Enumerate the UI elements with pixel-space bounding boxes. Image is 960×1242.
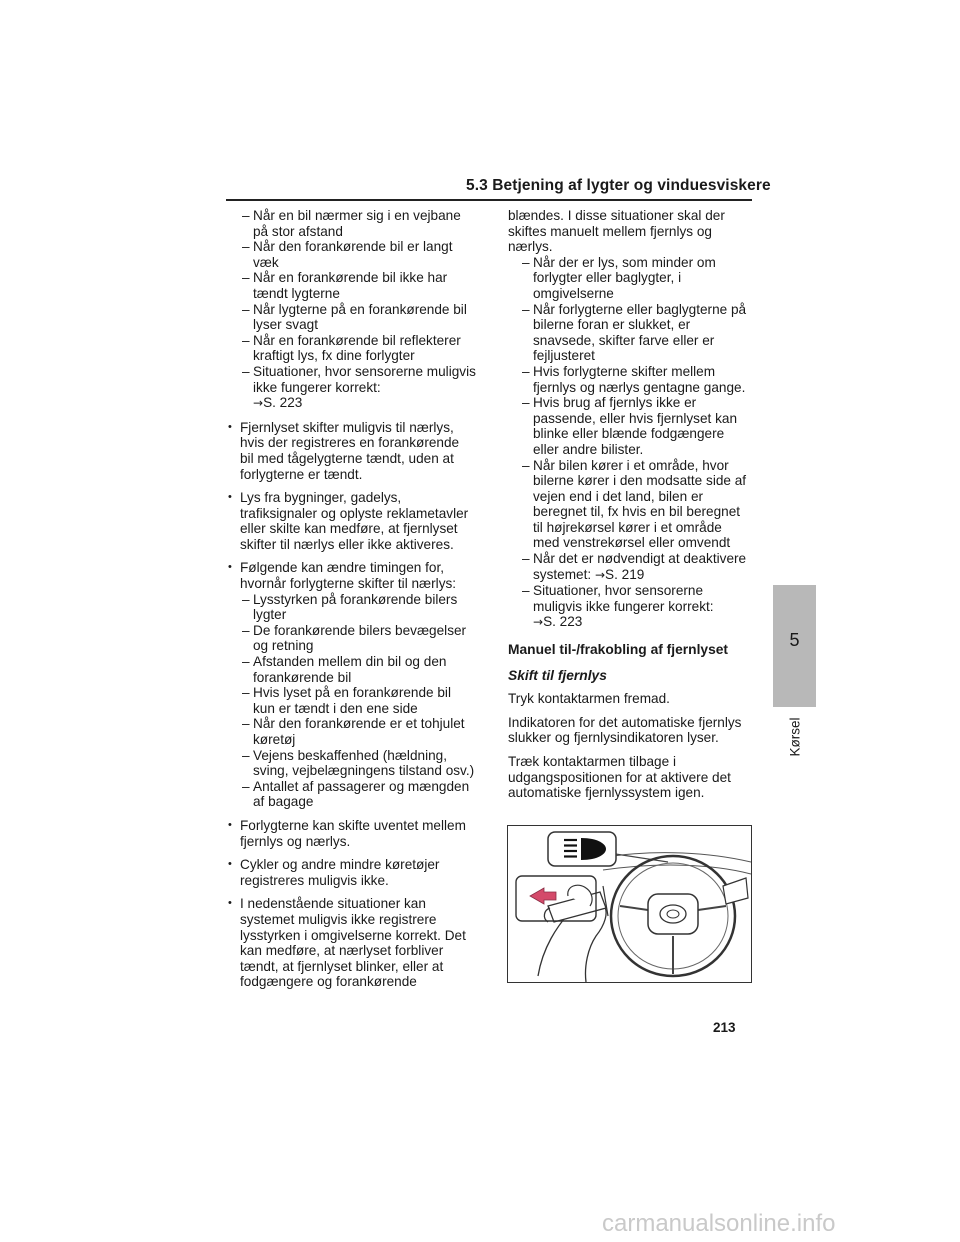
paragraph: Træk kontaktarmen tilbage i udgangspositionen for at aktivere det automatiske fjernlyssystem igen.	[508, 754, 731, 801]
list-item	[242, 364, 476, 412]
list-item: – Lysstyrken på forankørende bilers lygter	[242, 592, 476, 623]
section-header-title: 5.3 Betjening af lygter og vinduesviskere	[466, 177, 771, 194]
list-item: – Når bilen kører i et område, hvor bilerne kører i den modsatte side af vejen end i det land, bilen er beregnet til, fx hvis en bil beregnet til højrekørsel kører i et område med venstrekørsel eller omvendt	[522, 458, 752, 552]
bullet-item: • Følgende kan ændre timingen for, hvornår forlygterne skifter til nærlys:	[228, 560, 476, 591]
left-column	[228, 208, 476, 990]
bullet-item: • Fjernlyset skifter muligvis til nærlys, hvis der registreres en forankørende bil med tågelygterne tændt, uden at forlygterne er tændt.	[228, 420, 476, 482]
sub-heading: Skift til fjernlys	[508, 667, 607, 683]
continued-text: blændes. I disse situationer skal der skiftes manuelt mellem fjernlys og nærlys.	[508, 208, 729, 255]
chapter-label-text: Kørsel	[787, 717, 803, 757]
list-item: – Når den forankørende bil er langt væk	[242, 239, 476, 270]
list-item-text: Situationer, hvor sensorerne muligvis ikke fungerer korrekt:	[533, 583, 714, 614]
page-reference-link[interactable]: S. 219	[605, 566, 645, 582]
section-heading: Manuel til-/frakobling af fjernlyset	[508, 642, 729, 658]
list-item: – De forankørende bilers bevægelser og retning	[242, 623, 476, 654]
chapter-label	[775, 712, 815, 762]
bullet-item: • Cykler og andre mindre køretøjer registreres muligvis ikke.	[228, 857, 476, 888]
watermark: carmanualsonline.info	[602, 1210, 836, 1237]
push-arrow-icon	[530, 888, 556, 904]
page-number: 213	[713, 1020, 736, 1035]
list-item-text: Situationer, hvor sensorerne muligvis ikke fungerer korrekt:	[253, 363, 476, 395]
arrow-right-icon: →	[594, 567, 606, 582]
arrow-right-icon: →	[533, 615, 544, 630]
list-item: – Når lygterne på en forankørende bil lyser svagt	[242, 302, 476, 333]
bullet-item: • I nedenstående situationer kan systemet muligvis ikke registrere lysstyrken i omgivelserne korrekt. Det kan medføre, at nærlyset forbliver tændt, at fjernlyset blinker, eller at fodgængere og forankørende	[228, 896, 476, 990]
list-item: – Antallet af passagerer og mængden af bagage	[242, 779, 476, 810]
steering-wheel-illustration	[508, 826, 751, 982]
page-reference-link[interactable]: S. 223	[263, 395, 303, 411]
list-item: – Hvis lyset på en forankørende bil kun er tændt i den ene side	[242, 685, 476, 716]
list-item: – Når der er lys, som minder om forlygter eller baglygter, i omgivelserne	[522, 255, 752, 302]
list-item: – Hvis brug af fjernlys ikke er passende, eller hvis fjernlyset kan blinke eller blænde fodgængere eller andre bilister.	[522, 395, 752, 457]
arrow-right-icon: →	[253, 396, 264, 411]
list-item	[522, 583, 752, 631]
headlight-switch-illustration	[507, 825, 752, 983]
list-item: – Når en forankørende bil ikke har tændt lygterne	[242, 270, 476, 301]
list-item	[522, 551, 752, 583]
bullet-item: • Lys fra bygninger, gadelys, trafiksignaler og oplyste reklametavler eller skilte kan medføre, at fjernlyset skifter til nærlys eller ikke aktiveres.	[228, 490, 476, 552]
right-column	[508, 208, 752, 801]
page-reference-link[interactable]: S. 223	[543, 614, 583, 630]
paragraph: Tryk kontaktarmen fremad.	[508, 691, 670, 707]
list-item-text: Når det er nødvendigt at deaktivere systemet:	[533, 551, 747, 582]
bullet-item: • Forlygterne kan skifte uventet mellem fjernlys og nærlys.	[228, 818, 476, 849]
list-item: – Når forlygterne eller baglygterne på bilerne foran er slukket, er snavsede, skifter farve eller er fejljusteret	[522, 302, 752, 364]
chapter-number: 5	[789, 630, 800, 650]
list-item: – Afstanden mellem din bil og den forankørende bil	[242, 654, 476, 685]
paragraph: Indikatoren for det automatiske fjernlys slukker og fjernlysindikatoren lyser.	[508, 714, 742, 746]
list-item: – Hvis forlygterne skifter mellem fjernlys og nærlys gentagne gange.	[522, 364, 752, 395]
list-item: – Når en forankørende bil reflekterer kraftigt lys, fx dine forlygter	[242, 333, 476, 364]
list-item: – Vejens beskaffenhed (hældning, sving, vejbelægningens tilstand osv.)	[242, 748, 476, 779]
list-item: – Når den forankørende er et tohjulet køretøj	[242, 716, 476, 747]
header-rule	[226, 199, 752, 201]
list-item: – Når en bil nærmer sig i en vejbane på stor afstand	[242, 208, 476, 239]
